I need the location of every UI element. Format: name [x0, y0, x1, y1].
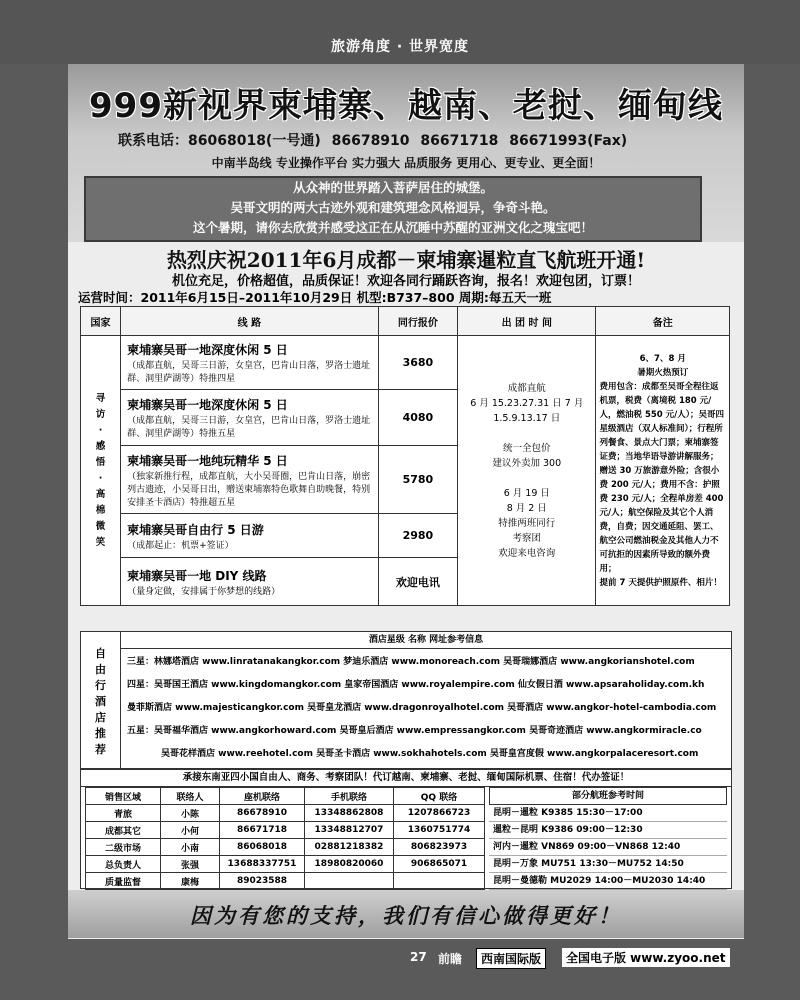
route-name: 柬埔寨吴哥一地深度休闲 5 日	[127, 398, 288, 412]
route-price: 5780	[378, 446, 457, 514]
route-desc: （成都起止：机票+签证）	[127, 540, 234, 551]
side-label: 寻 访 · 感 悟 · 高 棉 微 笑	[81, 336, 121, 606]
contact-col: 座机联络	[220, 788, 305, 805]
page-footer	[0, 942, 800, 970]
motto-banner	[68, 890, 744, 938]
route-desc: （成都直航，吴哥三日游，女皇宫，巴肯山日落，罗洛士遗址群、洞里萨湖等）特推四星	[127, 361, 371, 384]
hotel-line: 五星：吴哥福华酒店 www.angkorhoward.com 吴哥皇后酒店 www.empressangkor.com 吴哥奇迹酒店 www.angkormiracle.co	[127, 726, 702, 736]
flight-row: 昆明－暹粒 K9385 15:30－17:00	[489, 805, 727, 822]
route-cell	[121, 558, 379, 606]
col-price: 同行报价	[378, 307, 457, 336]
banner-line: 这个暑期，请你去欣赏并感受这正在从沉睡中苏醒的亚洲文化之瑰宝吧！	[192, 220, 593, 235]
contact-col: 联络人	[161, 788, 220, 805]
route-cell	[121, 390, 379, 446]
phone-label: 联系电话：	[118, 133, 188, 149]
route-desc: （量身定做，安排属于你梦想的线路）	[127, 586, 281, 597]
hotel-label: 自 由 行 酒 店 推 荐	[81, 632, 121, 768]
ad-title: 999新视界柬埔寨、越南、老挝、缅甸线	[89, 86, 723, 126]
section-header: 旅游角度 · 世界宽度	[330, 39, 470, 55]
table-row: 青旅 小陈 86678910 13348862808 1207866723	[86, 805, 485, 822]
route-price: 2980	[378, 514, 457, 558]
table-row: 二级市场 小南 86068018 02881218382 806823973	[86, 839, 485, 856]
website-badge: 全国电子版 www.zyoo.net	[562, 948, 730, 967]
route-name: 柬埔寨吴哥一地纯玩精华 5 日	[127, 453, 288, 468]
slogan: 中南半岛线 专业操作平台 实力强大 品质服务 更用心、更专业、更全面！	[211, 156, 601, 170]
col-route: 线 路	[121, 307, 379, 336]
banner-line: 吴哥文明的两大古迹外观和建筑理念风格迥异，争奇斗艳。	[230, 200, 556, 215]
route-price: 欢迎电讯	[378, 558, 457, 606]
departure-dates: 成都直航 6 月 15.23.27.31 日 7 月 1.5.9.13.17 日 统一全包价 建议外卖加 300 6 月 19 日 8 月 2 日 特推两班同行 考察团 欢迎来电咨询	[458, 336, 596, 606]
hotel-header: 酒店星级 名称 网址参考信息	[121, 632, 731, 649]
route-table	[80, 306, 730, 606]
route-name: 柬埔寨吴哥自由行 5 日游	[127, 522, 264, 537]
contact-section	[80, 769, 732, 889]
route-price: 3680	[378, 336, 457, 390]
contact-header: 承接东南亚四小国自由人、商务、考察团队！代订越南、柬埔寨、老挝、缅甸国际机票、住宿！代办签证！	[81, 770, 731, 787]
table-row: 质量监督 康梅 89023588	[86, 873, 485, 890]
hotel-line: 吴哥花样酒店 www.reehotel.com 吴哥圣卡酒店 www.sokhahotels.com 吴哥皇宫度假 www.angkorpalaceresort.com	[161, 749, 699, 759]
route-cell	[121, 336, 379, 390]
hotel-line: 三星：林娜塔酒店 www.linratanakangkor.com 梦迪乐酒店 www.monoreach.com 吴哥瑞娜酒店 www.angkorianshotel.com	[127, 657, 695, 667]
flights-header: 部分航班参考时间	[489, 787, 727, 805]
table-row: 成都其它 小何 86671718 13348812707 1360751774	[86, 822, 485, 839]
route-cell	[121, 514, 379, 558]
notes-cell: 6、7、8 月 暑期火热预订 费用包含：成都至吴哥全程往返机票，税费（离境税 180 元/人，燃油税 550 元/人）；吴哥四星级酒店（双人标准间）；行程所列餐食、景点大门票；柬埔寨签证费；当地华语导游讲解服务；赠送 30 万旅游意外险；含很小费 200 元/人；费用不含：护照费 230 元/人；全程单房差 400 元/人；航空保险及其它个人消费，自费；因交通延阻、罢工、航空公司燃油税金及其他人力不可抗拒的因素所导致的额外费用； 提前 7 天提供护照原件、相片！	[596, 336, 730, 606]
flight-row: 河内－暹粒 VN869 09:00－VN868 12:40	[489, 839, 727, 856]
contact-col: 销售区域	[86, 788, 161, 805]
table-row	[86, 788, 485, 805]
hero-area	[68, 64, 744, 242]
contact-col: QQ 联络	[394, 788, 485, 805]
ad-page	[68, 64, 744, 939]
top-band	[0, 0, 800, 64]
flight-row: 暹粒－昆明 K9386 09:00－12:30	[489, 822, 727, 839]
operation-period: 运营时间：2011年6月15日–2011年10月29日 机型:B737–800 周期:每五天一班	[78, 290, 552, 305]
route-name: 柬埔寨吴哥一地 DIY 线路	[127, 568, 267, 583]
hotel-line: 曼菲斯酒店 www.majesticangkor.com 吴哥皇龙酒店 www.dragonroyalhotel.com 吴哥酒店 www.angkor-hotel-cambodia.com	[127, 703, 717, 713]
route-price: 4080	[378, 390, 457, 446]
table-row: 总负责人 张强 13688337751 18980820060 906865071	[86, 856, 485, 873]
page-number: 27	[410, 950, 427, 964]
col-notes: 备注	[596, 307, 730, 336]
event-title: 热烈庆祝2011年6月成都－柬埔寨暹粒直飞航班开通!	[166, 248, 646, 272]
motto-text: 因为有您的支持，我们有信心做得更好！	[190, 903, 622, 928]
col-dates: 出 团 时 间	[458, 307, 596, 336]
route-cell	[121, 446, 379, 514]
contact-col: 手机联络	[305, 788, 394, 805]
phone-line	[118, 130, 627, 150]
route-name: 柬埔寨吴哥一地深度休闲 5 日	[127, 343, 288, 357]
route-desc: （独家新推行程，成都直航，大小吴哥圈，巴肯山日落，崩密列古遗迹，小吴哥日出，赠送柬埔寨特色歌舞自助晚餐，特别安排圣卡酒店）特推超五星	[127, 471, 371, 508]
hotel-recommendations	[80, 631, 732, 769]
flight-row: 昆明－万象 MU751 13:30－MU752 14:50	[489, 856, 727, 873]
event-subtitle: 机位充足，价格超值，品质保证！欢迎各同行踊跃咨询，报名！欢迎包团，订票！	[171, 274, 640, 289]
publication-name: 前瞻	[438, 952, 463, 966]
table-header	[81, 307, 730, 336]
flight-schedule	[489, 787, 727, 890]
contact-table	[85, 787, 485, 890]
route-desc: （成都直航，吴哥三日游，女皇宫，巴肯山日落，罗洛士遗址群、洞里萨湖等）特推五星	[127, 416, 371, 439]
phone-numbers: 86068018(一号通) 86678910 86671718 86671993(Fax)	[188, 133, 628, 149]
col-country: 国家	[81, 307, 121, 336]
banner-line: 从众神的世界踏入菩萨居住的城堡。	[292, 180, 493, 195]
table-row	[81, 336, 730, 390]
intro-banner	[84, 176, 702, 242]
edition-badge: 西南国际版	[476, 948, 546, 969]
flight-row: 昆明－曼德勒 MU2029 14:00－MU2030 14:40	[489, 873, 727, 890]
hotel-line: 四星：吴哥国王酒店 www.kingdomangkor.com 皇家帝国酒店 www.royalempire.com 仙女假日酒 www.apsaraholiday.com.kh	[127, 680, 705, 690]
